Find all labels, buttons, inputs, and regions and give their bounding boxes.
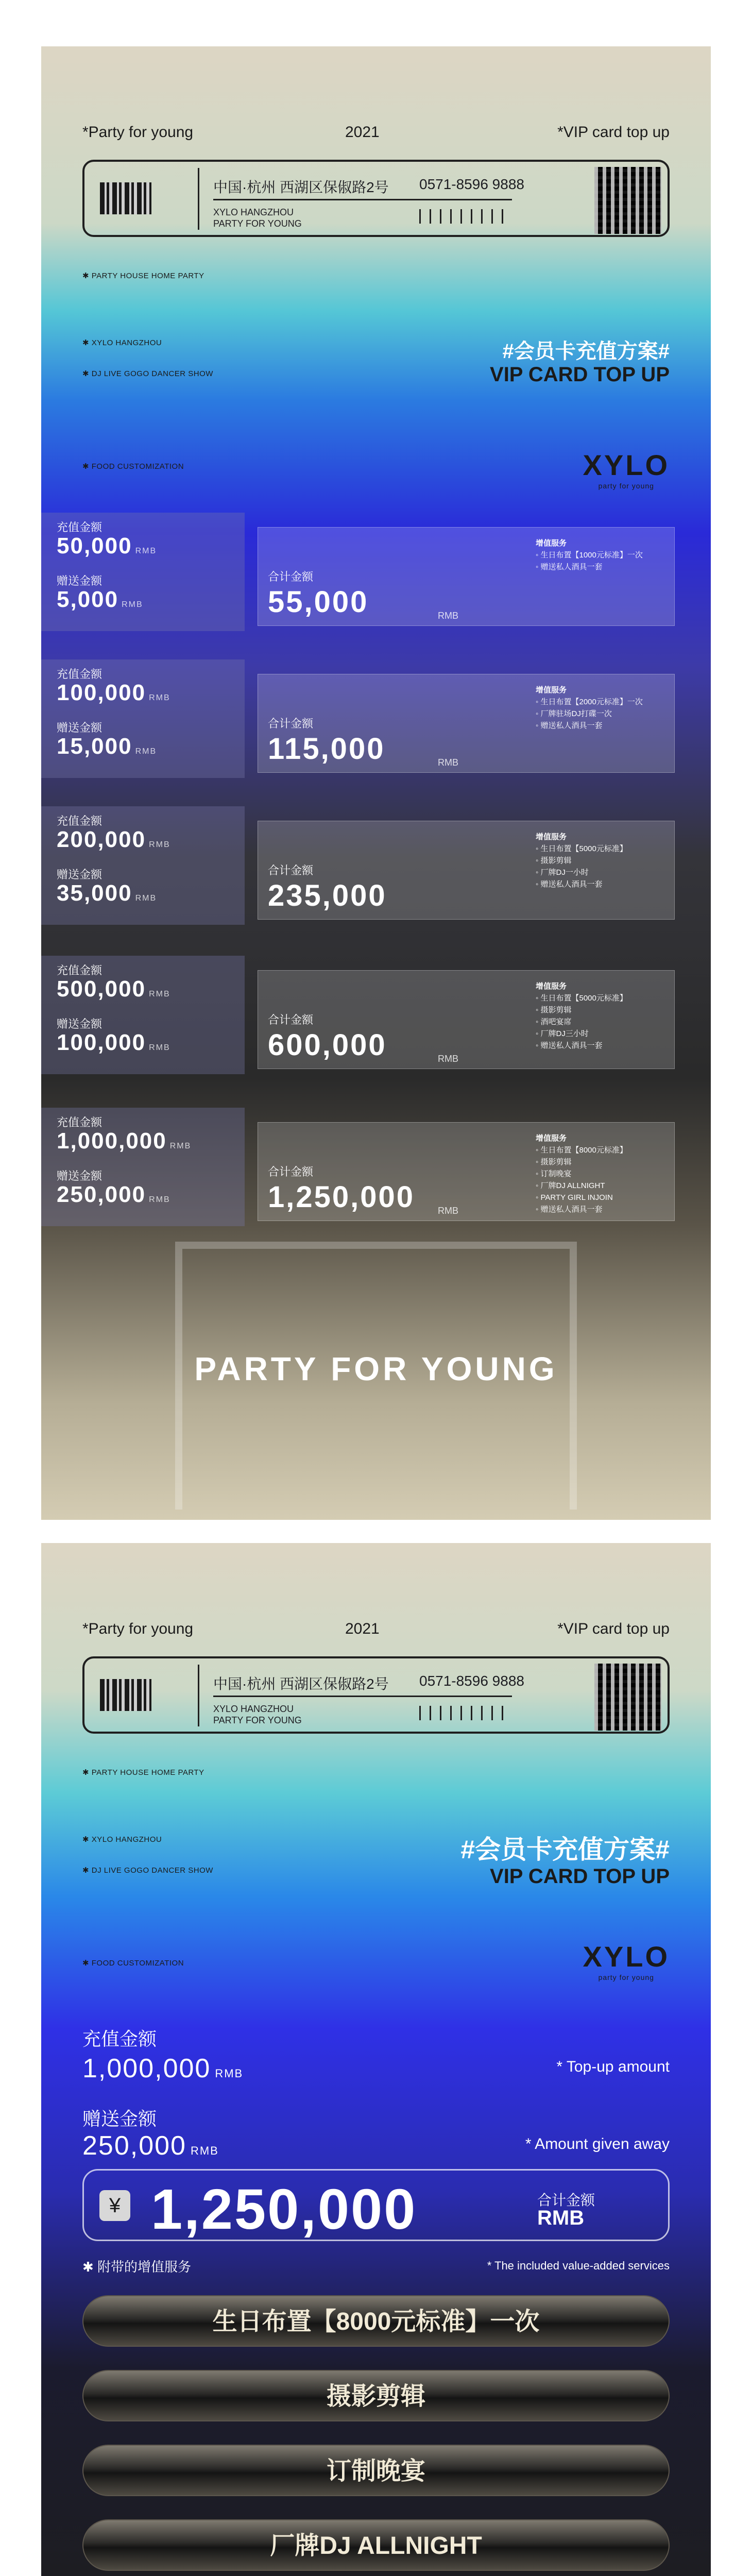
logo-tag: party for young: [598, 482, 654, 490]
poster-tiers: [41, 46, 711, 1520]
note-2: ✱ XYLO HANGZHOU: [82, 338, 162, 347]
ticket-ticks: [419, 209, 512, 224]
total-label: 合计金额: [268, 1165, 314, 1178]
phone-text: 0571-8596 9888: [419, 176, 524, 192]
recharge-label: 充值金额: [57, 1116, 102, 1129]
recharge-en: * Top-up amount: [556, 2058, 670, 2075]
recharge-amount: 500,000 RMB: [57, 976, 170, 1002]
address-text: 中国·杭州 西湖区保俶路2号: [213, 179, 389, 195]
total-label: 合计金额: [268, 864, 314, 877]
qr-code-icon: [594, 167, 661, 234]
yen-icon: ¥: [99, 2190, 130, 2221]
header-right: *VIP card top up: [557, 1620, 670, 1637]
services-en: * The included value-added services: [487, 2259, 670, 2272]
service-pill: 生日布置【8000元标准】一次: [82, 2295, 670, 2347]
ticket-sub2: PARTY FOR YOUNG: [213, 218, 302, 229]
total-rmb: RMB: [438, 1054, 458, 1064]
total-amount: 1,250,000: [268, 1180, 415, 1214]
ticket-sub1: XYLO HANGZHOU: [213, 1704, 294, 1714]
recharge-amount: 200,000 RMB: [57, 827, 170, 852]
service-pill: 厂牌DJ ALLNIGHT: [82, 2519, 670, 2571]
service-list: 增值服务 ◦ 生日布置【8000元标准】 ◦ 摄影剪辑 ◦ 订制晚宴 ◦ 厂牌DJ ALLNIGHT ◦ PARTY GIRL INJOIN ◦ 赠送私人酒具一套: [536, 1132, 627, 1215]
gift-en: * Amount given away: [525, 2136, 670, 2153]
service-list: 增值服务 ◦ 生日布置【5000元标准】 ◦ 摄影剪辑 ◦ 厂牌DJ一小时 ◦ 赠送私人酒具一套: [536, 831, 627, 890]
note-4: ✱ FOOD CUSTOMIZATION: [82, 462, 184, 471]
recharge-amount: 50,000 RMB: [57, 533, 157, 558]
total-amount: 235,000: [268, 879, 387, 912]
address-ticket: [82, 1656, 670, 1734]
logo-text: XYLO: [583, 449, 670, 481]
gift-amount: 100,000 RMB: [57, 1030, 170, 1055]
tier-2: [41, 659, 711, 778]
header-left: *Party for young: [82, 124, 194, 141]
logo-text: XYLO: [583, 1940, 670, 1973]
plan-title-en: VIP CARD TOP UP: [490, 1865, 670, 1888]
recharge-label: 充值金额: [57, 964, 102, 977]
plan-title-en: VIP CARD TOP UP: [490, 363, 670, 386]
gift-label: 赠送金额: [57, 868, 102, 881]
note-3: ✱ DJ LIVE GOGO DANCER SHOW: [82, 369, 213, 378]
recharge-amount: 1,000,000 RMB: [57, 1128, 192, 1154]
recharge-amount: 100,000 RMB: [57, 680, 170, 705]
total-label: 合计金额: [268, 1013, 314, 1026]
ticket-line: [213, 199, 512, 200]
ticket-line: [213, 1696, 512, 1697]
note-3: ✱ DJ LIVE GOGO DANCER SHOW: [82, 1866, 213, 1875]
service-pill: 订制晚宴: [82, 2445, 670, 2496]
total-rmb: RMB: [438, 1206, 458, 1216]
logo-tag: party for young: [598, 1973, 654, 1981]
service-list: 增值服务 ◦ 生日布置【2000元标准】一次 ◦ 厂牌驻场DJ打碟一次 ◦ 赠送私人酒具一套: [536, 684, 643, 732]
header-year: 2021: [345, 1620, 380, 1637]
gift-amount: 5,000 RMB: [57, 587, 143, 612]
note-1: ✱ PARTY HOUSE HOME PARTY: [82, 1768, 204, 1777]
recharge-label: 充值金额: [57, 521, 102, 534]
poster-top-tier: [41, 1543, 711, 2576]
total-amount: 600,000: [268, 1028, 387, 1062]
service-list: 增值服务 ◦ 生日布置【1000元标准】一次 ◦ 赠送私人酒具一套: [536, 537, 643, 573]
barcode-icon: [100, 1679, 151, 1711]
address-ticket: [82, 160, 670, 237]
recharge-label: 充值金额: [57, 815, 102, 827]
qr-code-icon: [594, 1664, 661, 1731]
tier-5: [41, 1108, 711, 1226]
recharge-label: 充值金额: [57, 668, 102, 681]
tier-3: [41, 806, 711, 925]
ticket-ticks: [419, 1706, 512, 1720]
divider: [198, 168, 199, 230]
plan-title-cn: #会员卡充值方案#: [502, 340, 670, 363]
ticket-sub2: PARTY FOR YOUNG: [213, 1715, 302, 1725]
total-label: 合计金额: [268, 570, 314, 583]
gift-label: 赠送金额: [57, 1170, 102, 1182]
total-rmb: RMB: [438, 757, 458, 768]
note-2: ✱ XYLO HANGZHOU: [82, 1835, 162, 1844]
total-label: 合计金额: [537, 2192, 595, 2208]
total-amount: 115,000: [268, 732, 385, 766]
divider: [198, 1665, 199, 1726]
gift-label: 赠送金额: [57, 574, 102, 587]
note-1: ✱ PARTY HOUSE HOME PARTY: [82, 271, 204, 280]
tier-4: [41, 956, 711, 1074]
gift-amount: 250,000 RMB: [82, 2131, 219, 2161]
gift-label: 赠送金额: [57, 721, 102, 734]
gift-amount: 15,000 RMB: [57, 734, 157, 759]
xylo-logo: [583, 1940, 670, 1981]
gift-label: 赠送金额: [57, 1018, 102, 1030]
total-box: [82, 2169, 670, 2241]
gift-amount: 250,000 RMB: [57, 1182, 170, 1207]
service-list: 增值服务 ◦ 生日布置【5000元标准】 ◦ 摄影剪辑 ◦ 酒吧宴席 ◦ 厂牌DJ三小时 ◦ 赠送私人酒具一套: [536, 980, 627, 1052]
tier-1: [41, 513, 711, 631]
header-right: *VIP card top up: [557, 124, 670, 141]
address-text: 中国·杭州 西湖区保俶路2号: [213, 1676, 389, 1692]
xylo-logo: [583, 448, 670, 490]
plan-title-cn: #会员卡充值方案#: [460, 1835, 670, 1864]
total-label: 合计金额: [268, 717, 314, 730]
total-rmb: RMB: [438, 611, 458, 621]
header-year: 2021: [345, 124, 380, 141]
recharge-amount: 1,000,000 RMB: [82, 2054, 244, 2083]
service-pill: 摄影剪辑: [82, 2370, 670, 2421]
total-amount: 1,250,000: [151, 2178, 417, 2241]
total-rmb: RMB: [537, 2207, 585, 2229]
phone-text: 0571-8596 9888: [419, 1673, 524, 1689]
note-4: ✱ FOOD CUSTOMIZATION: [82, 1958, 184, 1968]
barcode-icon: [100, 182, 151, 214]
header-left: *Party for young: [82, 1620, 194, 1637]
gift-label: 赠送金额: [82, 2108, 157, 2129]
party-footer: PARTY FOR YOUNG: [194, 1350, 558, 1387]
ticket-sub1: XYLO HANGZHOU: [213, 207, 294, 217]
services-head: ✱ 附带的增值服务: [82, 2259, 192, 2275]
total-amount: 55,000: [268, 585, 369, 619]
recharge-label: 充值金额: [82, 2028, 157, 2049]
gift-amount: 35,000 RMB: [57, 880, 157, 906]
